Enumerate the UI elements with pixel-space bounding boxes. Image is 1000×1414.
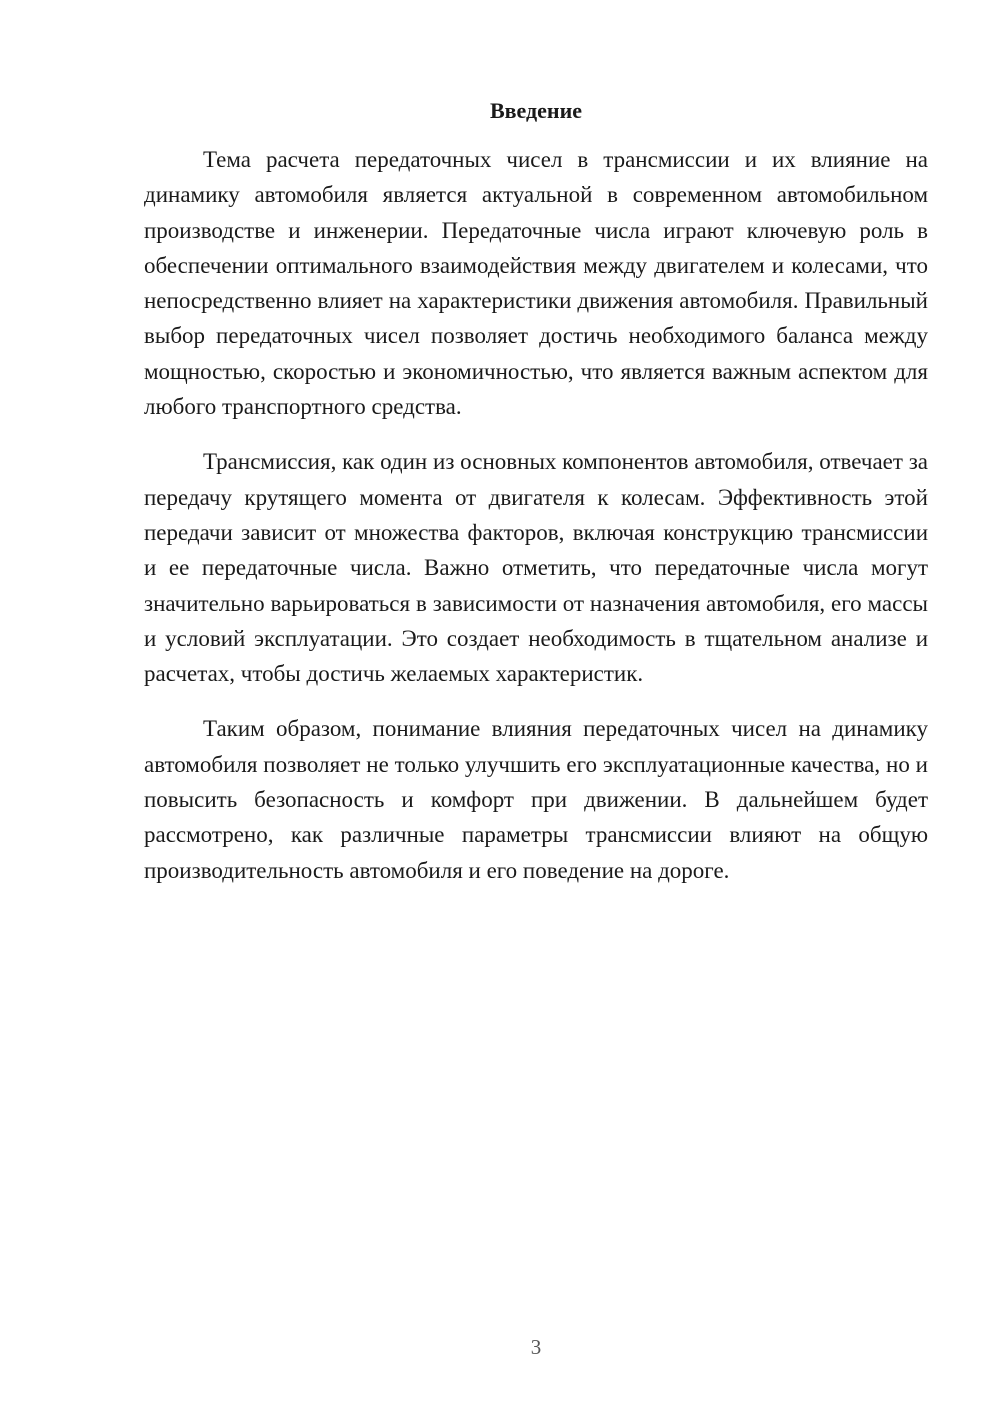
paragraph-3: Таким образом, понимание влияния передаточных чисел на динамику автомобиля позволяет не только улучшить его эксплуатационные качества, но и повысить безопасность и комфорт при движении. В дальнейшем будет рассмотрено, как различные параметры трансмиссии влияют на общую производительность автомобиля и его поведение на дороге.	[144, 716, 928, 883]
paragraph-1: Тема расчета передаточных чисел в трансмиссии и их влияние на динамику автомобиля является актуальной в современном автомобильном производстве и инженерии. Передаточные числа играют ключевую роль в обеспечении оптимального взаимодействия между двигателем и колесами, что непосредственно влияет на характеристики движения автомобиля. Правильный выбор передаточных чисел позволяет достичь необходимого баланса между мощностью, скоростью и экономичностью, что является важным аспектом для любого транспортного средства.	[144, 147, 928, 420]
body-text	[144, 142, 928, 908]
paragraph-2: Трансмиссия, как один из основных компонентов автомобиля, отвечает за передачу крутящего момента от двигателя к колесам. Эффективность этой передачи зависит от множества факторов, включая конструкцию трансмиссии и ее передаточные числа. Важно отметить, что передаточные числа могут значительно варьироваться в зависимости от назначения автомобиля, его массы и условий эксплуатации. Это создает необходимость в тщательном анализе и расчетах, чтобы достичь желаемых характеристик.	[144, 449, 928, 687]
page-number: 3	[530, 1335, 542, 1359]
section-title: Введение	[489, 98, 583, 123]
